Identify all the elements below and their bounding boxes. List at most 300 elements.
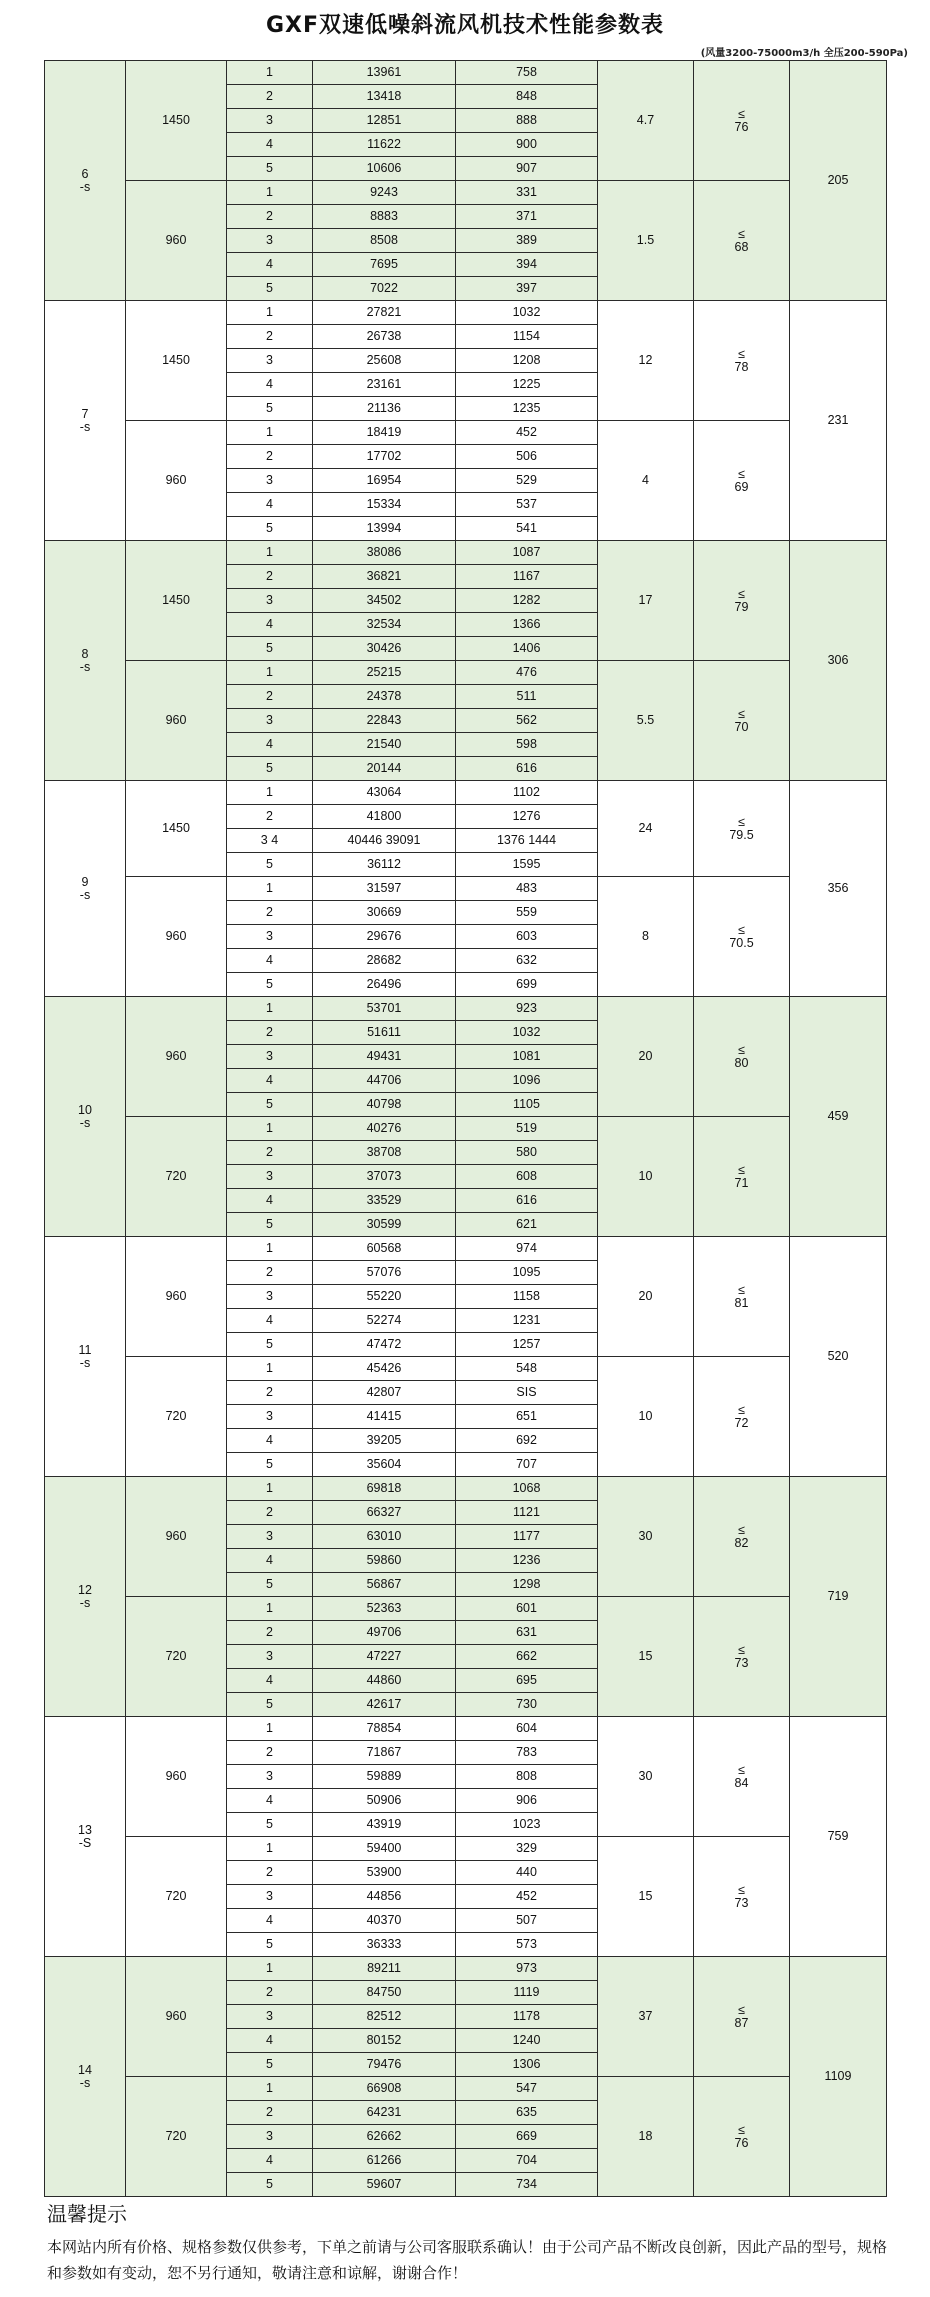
airflow-cell: 26496 xyxy=(313,973,456,997)
noise-cell: ≤ 81 xyxy=(694,1237,790,1357)
position-cell: 2 xyxy=(227,1261,313,1285)
airflow-cell: 89211 xyxy=(313,1957,456,1981)
pressure-cell: 758 xyxy=(456,61,598,85)
pressure-cell: 440 xyxy=(456,1861,598,1885)
table-row xyxy=(45,421,887,445)
position-cell: 3 xyxy=(227,2125,313,2149)
position-cell: 4 xyxy=(227,1429,313,1453)
weight-cell: 231 xyxy=(790,301,887,541)
airflow-cell: 52274 xyxy=(313,1309,456,1333)
pressure-cell: 1167 xyxy=(456,565,598,589)
position-cell: 2 xyxy=(227,1981,313,2005)
noise-cell: ≤ 84 xyxy=(694,1717,790,1837)
airflow-cell: 84750 xyxy=(313,1981,456,2005)
pressure-cell: 1240 xyxy=(456,2029,598,2053)
speed-cell: 960 xyxy=(126,1717,227,1837)
airflow-cell: 37073 xyxy=(313,1165,456,1189)
noise-cell: ≤ 71 xyxy=(694,1117,790,1237)
pressure-cell: 1282 xyxy=(456,589,598,613)
pressure-cell: 662 xyxy=(456,1645,598,1669)
position-cell: 2 xyxy=(227,205,313,229)
pressure-cell: 900 xyxy=(456,133,598,157)
airflow-cell: 29676 xyxy=(313,925,456,949)
position-cell: 3 xyxy=(227,229,313,253)
position-cell: 3 xyxy=(227,109,313,133)
motor-power-cell: 37 xyxy=(598,1957,694,2077)
noise-cell: ≤ 82 xyxy=(694,1477,790,1597)
pressure-cell: 707 xyxy=(456,1453,598,1477)
pressure-cell: 1366 xyxy=(456,613,598,637)
position-cell: 5 xyxy=(227,1813,313,1837)
airflow-cell: 61266 xyxy=(313,2149,456,2173)
page-subtitle: (风量3200-75000m3/h 全压200-590Pa) xyxy=(700,48,908,59)
pressure-cell: 452 xyxy=(456,421,598,445)
pressure-cell: 632 xyxy=(456,949,598,973)
pressure-cell: 483 xyxy=(456,877,598,901)
airflow-cell: 52363 xyxy=(313,1597,456,1621)
position-cell: 2 xyxy=(227,85,313,109)
airflow-cell: 59889 xyxy=(313,1765,456,1789)
airflow-cell: 80152 xyxy=(313,2029,456,2053)
pressure-cell: 1406 xyxy=(456,637,598,661)
position-cell: 5 xyxy=(227,973,313,997)
pressure-cell: 452 xyxy=(456,1885,598,1909)
pressure-cell: 608 xyxy=(456,1165,598,1189)
airflow-cell: 62662 xyxy=(313,2125,456,2149)
speed-cell: 720 xyxy=(126,2077,227,2197)
table-row xyxy=(45,1597,887,1621)
weight-cell: 356 xyxy=(790,781,887,997)
pressure-cell: 1298 xyxy=(456,1573,598,1597)
airflow-cell: 9243 xyxy=(313,181,456,205)
pressure-cell: 808 xyxy=(456,1765,598,1789)
pressure-cell: 1095 xyxy=(456,1261,598,1285)
position-cell: 5 xyxy=(227,1213,313,1237)
pressure-cell: 704 xyxy=(456,2149,598,2173)
notice-text: 本网站内所有价格、规格参数仅供参考，下单之前请与公司客服联系确认！由于公司产品不断改良创新，因此产品的型号，规格和参数如有变动，恕不另行通知，敬请注意和谅解，谢谢合作！ xyxy=(47,2238,888,2282)
noise-cell: ≤ 87 xyxy=(694,1957,790,2077)
position-cell: 5 xyxy=(227,157,313,181)
position-cell: 2 xyxy=(227,2101,313,2125)
pressure-cell: 562 xyxy=(456,709,598,733)
table-row xyxy=(45,781,887,805)
position-cell: 3 4 xyxy=(227,829,313,853)
position-cell: 1 xyxy=(227,541,313,565)
table-row xyxy=(45,301,887,325)
model-cell: 6 -s xyxy=(45,61,126,301)
pressure-cell: 1236 xyxy=(456,1549,598,1573)
speed-cell: 960 xyxy=(126,421,227,541)
airflow-cell: 51611 xyxy=(313,1021,456,1045)
position-cell: 5 xyxy=(227,2053,313,2077)
airflow-cell: 42807 xyxy=(313,1381,456,1405)
table-row xyxy=(45,541,887,565)
speed-cell: 1450 xyxy=(126,781,227,877)
model-cell: 12 -s xyxy=(45,1477,126,1717)
airflow-cell: 32534 xyxy=(313,613,456,637)
pressure-cell: 699 xyxy=(456,973,598,997)
position-cell: 1 xyxy=(227,997,313,1021)
position-cell: 2 xyxy=(227,1141,313,1165)
airflow-cell: 8508 xyxy=(313,229,456,253)
position-cell: 4 xyxy=(227,253,313,277)
pressure-cell: 1096 xyxy=(456,1069,598,1093)
table-row xyxy=(45,1837,887,1861)
pressure-cell: 635 xyxy=(456,2101,598,2125)
pressure-cell: 616 xyxy=(456,1189,598,1213)
pressure-cell: 1032 xyxy=(456,1021,598,1045)
pressure-cell: 669 xyxy=(456,2125,598,2149)
pressure-cell: 1376 1444 xyxy=(456,829,598,853)
position-cell: 5 xyxy=(227,1453,313,1477)
position-cell: 4 xyxy=(227,733,313,757)
position-cell: 1 xyxy=(227,181,313,205)
airflow-cell: 36112 xyxy=(313,853,456,877)
airflow-cell: 41800 xyxy=(313,805,456,829)
pressure-cell: 848 xyxy=(456,85,598,109)
airflow-cell: 21136 xyxy=(313,397,456,421)
airflow-cell: 13961 xyxy=(313,61,456,85)
pressure-cell: 529 xyxy=(456,469,598,493)
pressure-cell: 1306 xyxy=(456,2053,598,2077)
airflow-cell: 16954 xyxy=(313,469,456,493)
table-row xyxy=(45,1477,887,1501)
pressure-cell: 1177 xyxy=(456,1525,598,1549)
table-row xyxy=(45,1357,887,1381)
table-row xyxy=(45,181,887,205)
position-cell: 1 xyxy=(227,1477,313,1501)
position-cell: 5 xyxy=(227,1933,313,1957)
airflow-cell: 40446 39091 xyxy=(313,829,456,853)
position-cell: 1 xyxy=(227,1957,313,1981)
position-cell: 1 xyxy=(227,781,313,805)
pressure-cell: 1158 xyxy=(456,1285,598,1309)
position-cell: 1 xyxy=(227,661,313,685)
position-cell: 5 xyxy=(227,1693,313,1717)
weight-cell: 205 xyxy=(790,61,887,301)
pressure-cell: 621 xyxy=(456,1213,598,1237)
pressure-cell: 598 xyxy=(456,733,598,757)
table-row xyxy=(45,1117,887,1141)
airflow-cell: 59860 xyxy=(313,1549,456,1573)
pressure-cell: 1032 xyxy=(456,301,598,325)
pressure-cell: 507 xyxy=(456,1909,598,1933)
airflow-cell: 30669 xyxy=(313,901,456,925)
pressure-cell: 476 xyxy=(456,661,598,685)
airflow-cell: 44856 xyxy=(313,1885,456,1909)
table-row xyxy=(45,877,887,901)
noise-cell: ≤ 79 xyxy=(694,541,790,661)
noise-cell: ≤ 76 xyxy=(694,2077,790,2197)
position-cell: 5 xyxy=(227,517,313,541)
airflow-cell: 78854 xyxy=(313,1717,456,1741)
position-cell: 2 xyxy=(227,1621,313,1645)
pressure-cell: 906 xyxy=(456,1789,598,1813)
airflow-cell: 39205 xyxy=(313,1429,456,1453)
noise-cell: ≤ 73 xyxy=(694,1837,790,1957)
noise-cell: ≤ 79.5 xyxy=(694,781,790,877)
airflow-cell: 10606 xyxy=(313,157,456,181)
airflow-cell: 55220 xyxy=(313,1285,456,1309)
position-cell: 5 xyxy=(227,853,313,877)
pressure-cell: 1119 xyxy=(456,1981,598,2005)
speed-cell: 1450 xyxy=(126,301,227,421)
airflow-cell: 7695 xyxy=(313,253,456,277)
pressure-cell: 923 xyxy=(456,997,598,1021)
airflow-cell: 59607 xyxy=(313,2173,456,2197)
motor-power-cell: 15 xyxy=(598,1597,694,1717)
airflow-cell: 53701 xyxy=(313,997,456,1021)
position-cell: 3 xyxy=(227,1525,313,1549)
pressure-cell: 547 xyxy=(456,2077,598,2101)
table-row xyxy=(45,61,887,85)
pressure-cell: 616 xyxy=(456,757,598,781)
airflow-cell: 42617 xyxy=(313,1693,456,1717)
noise-cell: ≤ 78 xyxy=(694,301,790,421)
page-title: GXF双速低噪斜流风机技术性能参数表 xyxy=(265,13,665,38)
pressure-cell: 604 xyxy=(456,1717,598,1741)
motor-power-cell: 30 xyxy=(598,1717,694,1837)
airflow-cell: 26738 xyxy=(313,325,456,349)
airflow-cell: 49431 xyxy=(313,1045,456,1069)
pressure-cell: 734 xyxy=(456,2173,598,2197)
airflow-cell: 66327 xyxy=(313,1501,456,1525)
airflow-cell: 28682 xyxy=(313,949,456,973)
model-cell: 8 -s xyxy=(45,541,126,781)
motor-power-cell: 4 xyxy=(598,421,694,541)
speed-cell: 960 xyxy=(126,877,227,997)
position-cell: 2 xyxy=(227,1741,313,1765)
airflow-cell: 34502 xyxy=(313,589,456,613)
speed-cell: 960 xyxy=(126,1477,227,1597)
position-cell: 4 xyxy=(227,493,313,517)
pressure-cell: 783 xyxy=(456,1741,598,1765)
airflow-cell: 40798 xyxy=(313,1093,456,1117)
speed-cell: 720 xyxy=(126,1837,227,1957)
airflow-cell: 49706 xyxy=(313,1621,456,1645)
position-cell: 4 xyxy=(227,1669,313,1693)
motor-power-cell: 18 xyxy=(598,2077,694,2197)
pressure-cell: 1225 xyxy=(456,373,598,397)
position-cell: 4 xyxy=(227,949,313,973)
weight-cell: 759 xyxy=(790,1717,887,1957)
model-cell: 11 -s xyxy=(45,1237,126,1477)
pressure-cell: 1121 xyxy=(456,1501,598,1525)
pressure-cell: 695 xyxy=(456,1669,598,1693)
speed-cell: 720 xyxy=(126,1597,227,1717)
airflow-cell: 59400 xyxy=(313,1837,456,1861)
table-row xyxy=(45,997,887,1021)
position-cell: 3 xyxy=(227,1165,313,1189)
position-cell: 2 xyxy=(227,685,313,709)
motor-power-cell: 4.7 xyxy=(598,61,694,181)
airflow-cell: 40370 xyxy=(313,1909,456,1933)
pressure-cell: SIS xyxy=(456,1381,598,1405)
airflow-cell: 56867 xyxy=(313,1573,456,1597)
motor-power-cell: 10 xyxy=(598,1357,694,1477)
airflow-cell: 79476 xyxy=(313,2053,456,2077)
airflow-cell: 20144 xyxy=(313,757,456,781)
pressure-cell: 541 xyxy=(456,517,598,541)
airflow-cell: 22843 xyxy=(313,709,456,733)
airflow-cell: 63010 xyxy=(313,1525,456,1549)
pressure-cell: 397 xyxy=(456,277,598,301)
position-cell: 2 xyxy=(227,805,313,829)
speed-cell: 960 xyxy=(126,997,227,1117)
airflow-cell: 12851 xyxy=(313,109,456,133)
pressure-cell: 1276 xyxy=(456,805,598,829)
position-cell: 3 xyxy=(227,925,313,949)
airflow-cell: 38086 xyxy=(313,541,456,565)
pressure-cell: 389 xyxy=(456,229,598,253)
weight-cell: 1109 xyxy=(790,1957,887,2197)
table-row xyxy=(45,1717,887,1741)
position-cell: 3 xyxy=(227,1765,313,1789)
pressure-cell: 1257 xyxy=(456,1333,598,1357)
position-cell: 5 xyxy=(227,2173,313,2197)
position-cell: 2 xyxy=(227,1381,313,1405)
pressure-cell: 1105 xyxy=(456,1093,598,1117)
position-cell: 1 xyxy=(227,1717,313,1741)
airflow-cell: 47472 xyxy=(313,1333,456,1357)
pressure-cell: 1154 xyxy=(456,325,598,349)
motor-power-cell: 24 xyxy=(598,781,694,877)
position-cell: 1 xyxy=(227,1597,313,1621)
pressure-cell: 1087 xyxy=(456,541,598,565)
position-cell: 1 xyxy=(227,1117,313,1141)
noise-cell: ≤ 80 xyxy=(694,997,790,1117)
position-cell: 2 xyxy=(227,445,313,469)
pressure-cell: 692 xyxy=(456,1429,598,1453)
airflow-cell: 60568 xyxy=(313,1237,456,1261)
motor-power-cell: 20 xyxy=(598,1237,694,1357)
pressure-cell: 730 xyxy=(456,1693,598,1717)
pressure-cell: 1208 xyxy=(456,349,598,373)
position-cell: 4 xyxy=(227,133,313,157)
airflow-cell: 40276 xyxy=(313,1117,456,1141)
airflow-cell: 7022 xyxy=(313,277,456,301)
model-cell: 14 -s xyxy=(45,1957,126,2197)
noise-cell: ≤ 69 xyxy=(694,421,790,541)
pressure-cell: 548 xyxy=(456,1357,598,1381)
airflow-cell: 25215 xyxy=(313,661,456,685)
airflow-cell: 47227 xyxy=(313,1645,456,1669)
airflow-cell: 25608 xyxy=(313,349,456,373)
position-cell: 1 xyxy=(227,301,313,325)
noise-cell: ≤ 72 xyxy=(694,1357,790,1477)
motor-power-cell: 8 xyxy=(598,877,694,997)
position-cell: 1 xyxy=(227,2077,313,2101)
airflow-cell: 38708 xyxy=(313,1141,456,1165)
model-cell: 10 -s xyxy=(45,997,126,1237)
motor-power-cell: 10 xyxy=(598,1117,694,1237)
pressure-cell: 371 xyxy=(456,205,598,229)
model-cell: 9 -s xyxy=(45,781,126,997)
table-row xyxy=(45,661,887,685)
airflow-cell: 17702 xyxy=(313,445,456,469)
airflow-cell: 36821 xyxy=(313,565,456,589)
airflow-cell: 27821 xyxy=(313,301,456,325)
airflow-cell: 21540 xyxy=(313,733,456,757)
pressure-cell: 506 xyxy=(456,445,598,469)
pressure-cell: 559 xyxy=(456,901,598,925)
position-cell: 4 xyxy=(227,613,313,637)
model-cell: 13 -S xyxy=(45,1717,126,1957)
airflow-cell: 33529 xyxy=(313,1189,456,1213)
pressure-cell: 1023 xyxy=(456,1813,598,1837)
pressure-cell: 1235 xyxy=(456,397,598,421)
position-cell: 3 xyxy=(227,1645,313,1669)
position-cell: 1 xyxy=(227,1837,313,1861)
airflow-cell: 57076 xyxy=(313,1261,456,1285)
speed-cell: 720 xyxy=(126,1357,227,1477)
notice-title: 温馨提示 xyxy=(47,2202,127,2226)
pressure-cell: 1595 xyxy=(456,853,598,877)
pressure-cell: 519 xyxy=(456,1117,598,1141)
weight-cell: 306 xyxy=(790,541,887,781)
position-cell: 2 xyxy=(227,325,313,349)
position-cell: 2 xyxy=(227,1021,313,1045)
position-cell: 4 xyxy=(227,2149,313,2173)
noise-cell: ≤ 68 xyxy=(694,181,790,301)
position-cell: 2 xyxy=(227,1861,313,1885)
motor-power-cell: 1.5 xyxy=(598,181,694,301)
speed-cell: 960 xyxy=(126,1237,227,1357)
airflow-cell: 50906 xyxy=(313,1789,456,1813)
position-cell: 2 xyxy=(227,1501,313,1525)
airflow-cell: 30599 xyxy=(313,1213,456,1237)
airflow-cell: 71867 xyxy=(313,1741,456,1765)
motor-power-cell: 5.5 xyxy=(598,661,694,781)
position-cell: 5 xyxy=(227,757,313,781)
pressure-cell: 580 xyxy=(456,1141,598,1165)
airflow-cell: 24378 xyxy=(313,685,456,709)
position-cell: 3 xyxy=(227,1885,313,1909)
airflow-cell: 43919 xyxy=(313,1813,456,1837)
airflow-cell: 82512 xyxy=(313,2005,456,2029)
airflow-cell: 13994 xyxy=(313,517,456,541)
position-cell: 5 xyxy=(227,1333,313,1357)
airflow-cell: 31597 xyxy=(313,877,456,901)
position-cell: 4 xyxy=(227,2029,313,2053)
position-cell: 3 xyxy=(227,349,313,373)
airflow-cell: 30426 xyxy=(313,637,456,661)
position-cell: 4 xyxy=(227,1069,313,1093)
position-cell: 5 xyxy=(227,397,313,421)
model-cell: 7 -s xyxy=(45,301,126,541)
pressure-cell: 331 xyxy=(456,181,598,205)
speed-cell: 960 xyxy=(126,661,227,781)
position-cell: 3 xyxy=(227,709,313,733)
airflow-cell: 15334 xyxy=(313,493,456,517)
position-cell: 3 xyxy=(227,469,313,493)
pressure-cell: 329 xyxy=(456,1837,598,1861)
pressure-cell: 888 xyxy=(456,109,598,133)
speed-cell: 960 xyxy=(126,1957,227,2077)
noise-cell: ≤ 70 xyxy=(694,661,790,781)
speed-cell: 1450 xyxy=(126,61,227,181)
performance-table xyxy=(44,60,887,2197)
airflow-cell: 43064 xyxy=(313,781,456,805)
pressure-cell: 974 xyxy=(456,1237,598,1261)
noise-cell: ≤ 76 xyxy=(694,61,790,181)
noise-cell: ≤ 70.5 xyxy=(694,877,790,997)
table-row xyxy=(45,1237,887,1261)
motor-power-cell: 30 xyxy=(598,1477,694,1597)
motor-power-cell: 12 xyxy=(598,301,694,421)
position-cell: 4 xyxy=(227,1549,313,1573)
position-cell: 3 xyxy=(227,1405,313,1429)
